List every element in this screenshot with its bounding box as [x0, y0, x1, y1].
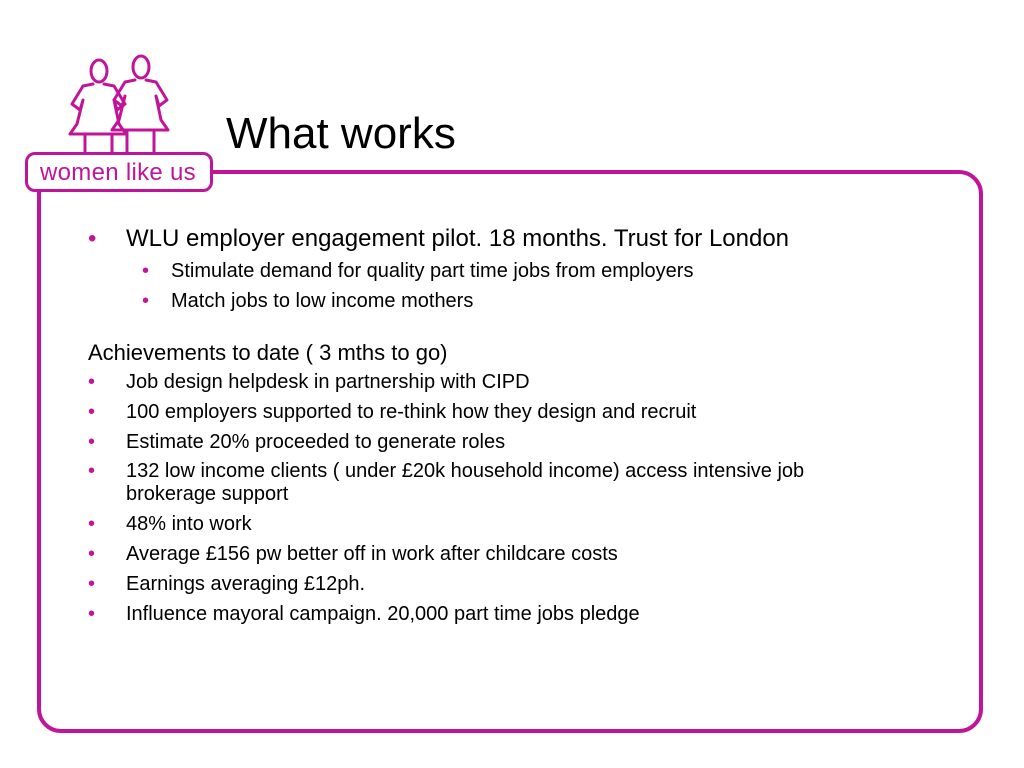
sub-list-item: [88, 286, 968, 316]
body-text: [88, 222, 968, 626]
list-item: [88, 370, 968, 394]
bullet: •: [88, 573, 96, 595]
list-item-text: Earnings averaging £12ph.: [126, 573, 366, 595]
achievements-heading: Achievements to date ( 3 mths to go): [88, 340, 448, 365]
bullet: •: [88, 543, 96, 565]
logo: [22, 52, 216, 194]
bullet: •: [88, 371, 96, 393]
slide-title: What works: [226, 109, 456, 158]
bullet: •: [88, 513, 96, 535]
list-item: [88, 602, 968, 626]
logo-text: women like us: [40, 159, 196, 186]
sub-list-item-text: Match jobs to low income mothers: [171, 290, 474, 312]
list-item-text: Influence mayoral campaign. 20,000 part time jobs pledge: [126, 603, 640, 625]
list-item-text: 132 low income clients ( under £20k household income) access intensive job brokerage support: [126, 460, 805, 505]
bullet: •: [88, 225, 97, 252]
list-item: [88, 460, 886, 506]
bullet: •: [88, 460, 96, 482]
list-item-text: 48% into work: [126, 513, 252, 535]
list-item: [88, 542, 968, 566]
bullet: •: [88, 603, 96, 625]
list-item-text: Estimate 20% proceeded to generate roles: [126, 431, 506, 453]
bullet: •: [88, 431, 96, 453]
bullet: •: [142, 290, 150, 312]
logo-box: [25, 152, 213, 192]
list-item-text: 100 employers supported to re-think how they design and recruit: [126, 401, 697, 423]
bullet: •: [88, 401, 96, 423]
list-item: [88, 512, 968, 536]
sub-list-item: [88, 256, 968, 286]
list-item: [88, 430, 968, 454]
list-item-text: Average £156 pw better off in work after childcare costs: [126, 543, 618, 565]
list-item: [88, 400, 968, 424]
list-item: [88, 222, 968, 256]
bullet: •: [142, 260, 150, 282]
list-item-text: Job design helpdesk in partnership with CIPD: [126, 371, 530, 393]
list-item-text: WLU employer engagement pilot. 18 months. Trust for London: [126, 225, 790, 252]
sub-list-item-text: Stimulate demand for quality part time jobs from employers: [171, 260, 694, 282]
list-item: [88, 572, 968, 596]
